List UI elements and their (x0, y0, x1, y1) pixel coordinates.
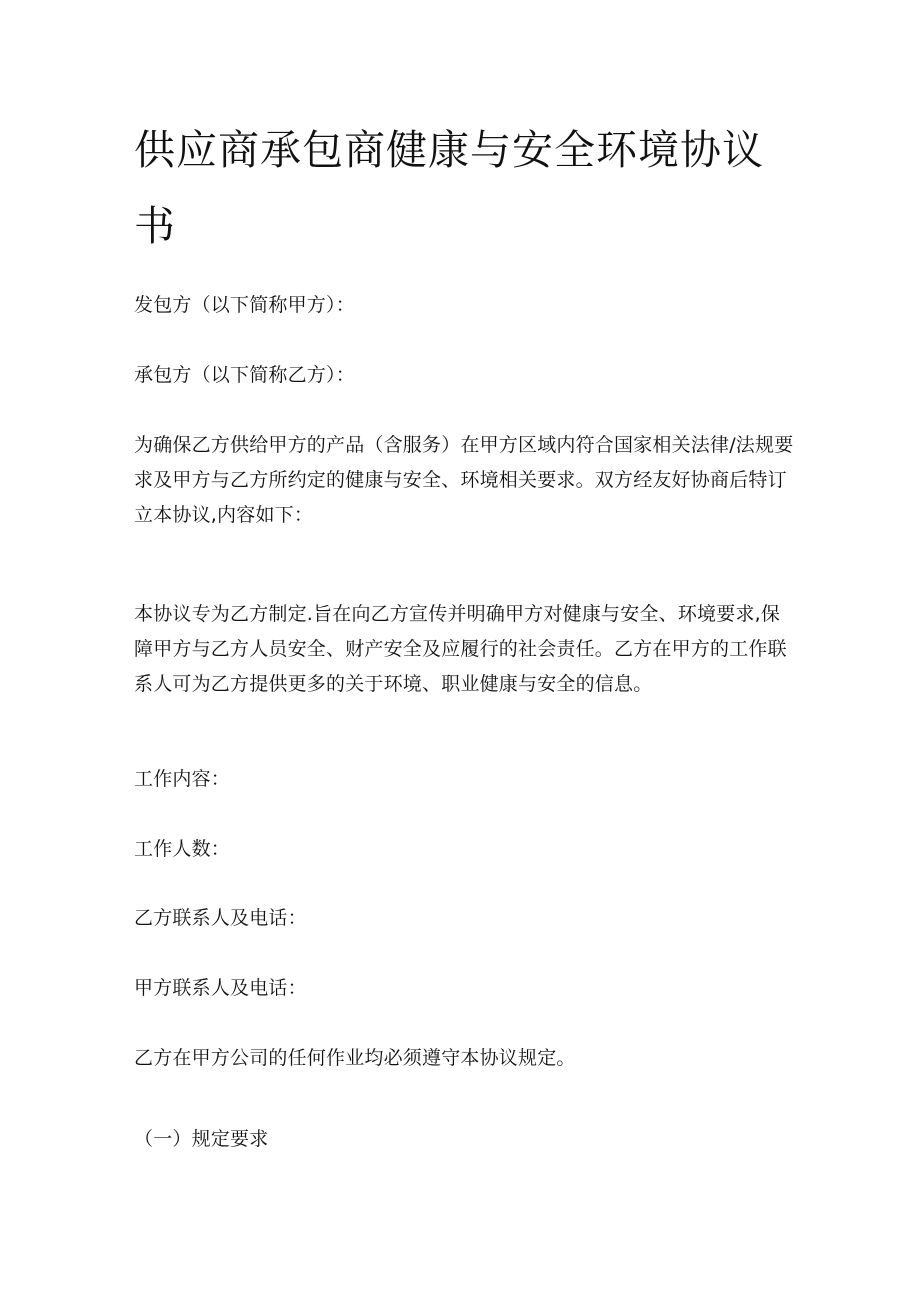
contact-b-line: 乙方联系人及电话： (134, 907, 307, 929)
work-content-line: 工作内容： (134, 768, 231, 790)
contact-a-line: 甲方联系人及电话： (134, 977, 307, 999)
party-b-line: 承包方（以下简称乙方）： (134, 364, 355, 386)
purpose-paragraph: 本协议专为乙方制定.旨在向乙方宣传并明确甲方对健康与安全、环境要求,保障甲方与乙方人员安全、财产安全及应履行的社会责任。乙方在甲方的工作联系人可为乙方提供更多的关于环境、职业健康与安全的信息。 (134, 603, 787, 695)
intro-paragraph: 为确保乙方供给甲方的产品（含服务）在甲方区域内符合国家相关法律/法规要求及甲方与乙方所约定的健康与安全、环境相关要求。双方经友好协商后特订立本协议,内容如下： (134, 434, 794, 526)
section-heading-1: （一）规定要求 (134, 1128, 269, 1150)
party-a-line: 发包方（以下简称甲方）： (134, 294, 355, 316)
compliance-line: 乙方在甲方公司的任何作业均必须遵守本协议规定。 (134, 1047, 576, 1069)
work-count-line: 工作人数： (134, 838, 231, 860)
document-title: 供应商承包商健康与安全环境协议书 (134, 126, 764, 250)
